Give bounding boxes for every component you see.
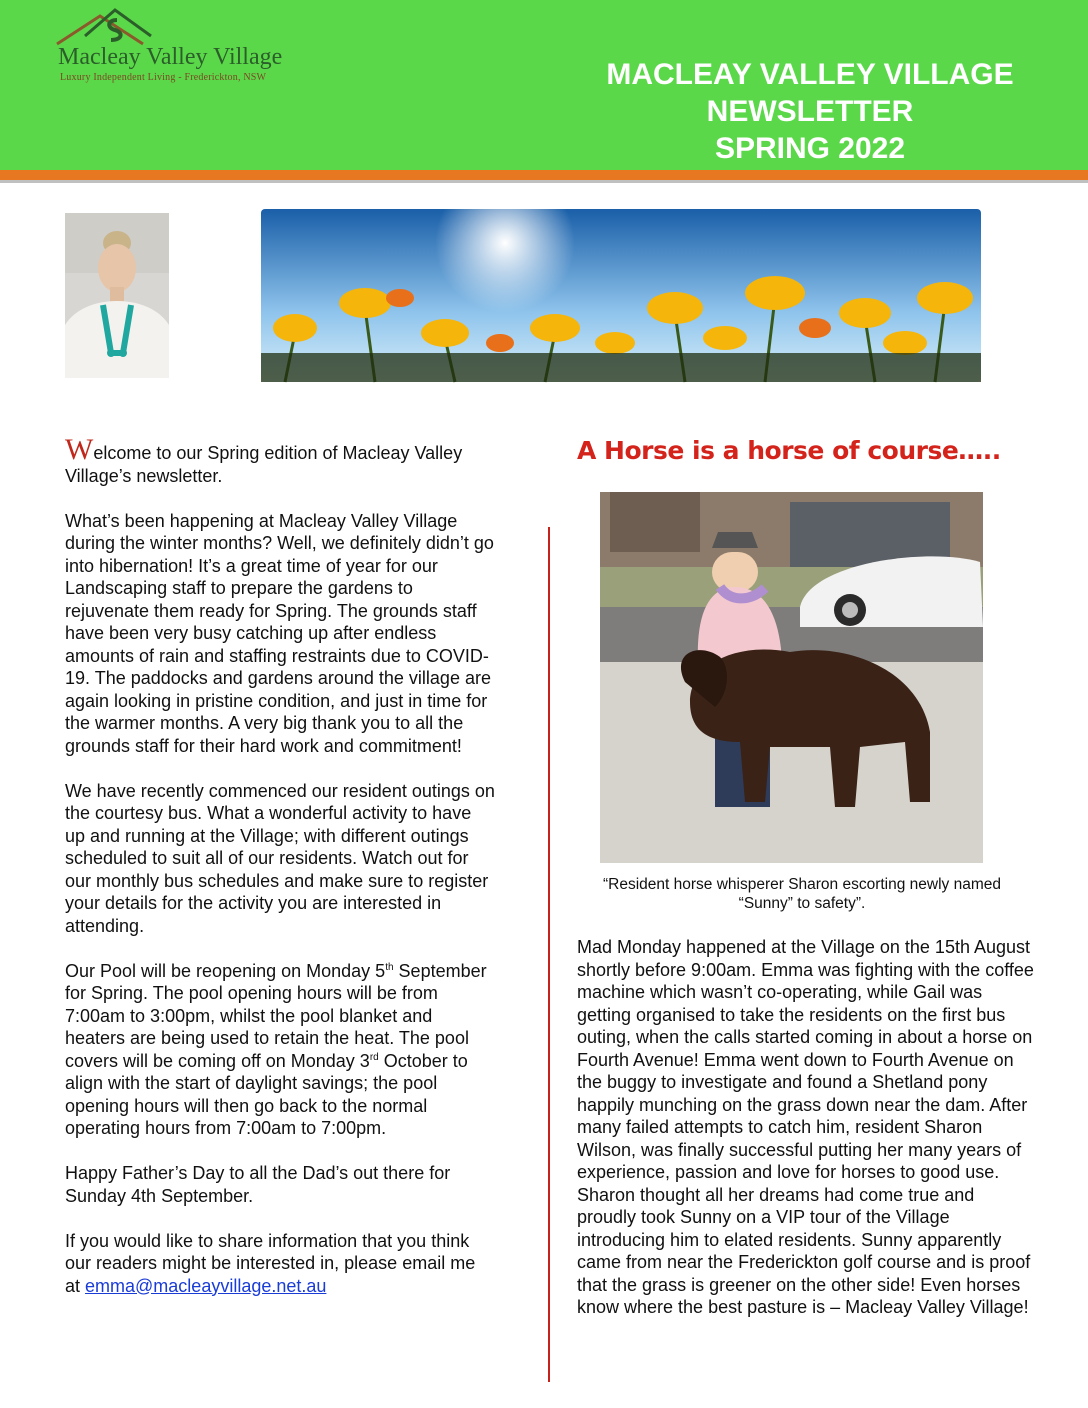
- pool-sup-1: th: [385, 961, 394, 973]
- winter-paragraph: What’s been happening at Macleay Valley Village during the winter months? Well, we definitely didn’t go into hibernation! It’s a great time of year for our Landscaping staff to prepare the gardens to rejuvenate them ready for Spring. The grounds staff have been very busy catching up after endless amounts of rain and staffing restraints due to COVID-19. The paddocks and gardens around the village are again looking in pristine condition, and just in time for the warmer months. A very big thank you to all the grounds staff for their hard work and commitment!: [65, 510, 494, 756]
- share-text: If you would like to share information that you think our readers might be interested in, please email me at: [65, 1230, 476, 1296]
- bus-paragraph: We have recently commenced our resident outings on the courtesy bus. What a wonderful activity to have up and running at the Village; with different outings scheduled to suit all of our residents. Watch out for our monthly bus schedules and make sure to register your details for the activity you are interested in attending.: [65, 780, 495, 936]
- photo-caption: “Resident horse whisperer Sharon escorting newly named “Sunny” to safety”.: [602, 876, 1002, 912]
- horse-photo: [600, 492, 983, 863]
- pool-text-c: October to align with the start of daylight savings; the pool opening hours will then go back to the normal operating hours from 7:00am to 7:00pm.: [65, 1050, 468, 1138]
- drop-cap: W: [65, 433, 94, 466]
- email-link[interactable]: emma@macleayvillage.net.au: [85, 1275, 327, 1296]
- pool-sup-2: rd: [369, 1051, 379, 1063]
- share-paragraph: [65, 1230, 495, 1298]
- header-grey-stripe: [0, 180, 1088, 183]
- pool-paragraph: [65, 960, 495, 1140]
- header-orange-stripe: [0, 170, 1088, 180]
- logo-tagline: Luxury Independent Living - Frederickton, NSW: [60, 72, 267, 83]
- fathers-day-paragraph: Happy Father’s Day to all the Dad’s out there for Sunday 4th September.: [65, 1163, 451, 1206]
- title-line-3: SPRING 2022: [714, 132, 906, 165]
- column-divider: [548, 527, 550, 1382]
- intro-text: elcome to our Spring edition of Macleay Valley Village’s newsletter.: [65, 443, 463, 486]
- horse-story-heading: A Horse is a horse of course…..: [577, 436, 1001, 465]
- pool-text-a: Our Pool will be reopening on Monday 5: [65, 960, 386, 981]
- portrait-photo: [65, 213, 169, 378]
- intro-paragraph: [65, 433, 495, 487]
- title-line-1: MACLEAY VALLEY VILLAGE: [606, 58, 1014, 91]
- newsletter-title: [540, 56, 1080, 167]
- pool-text-b: September for Spring. The pool opening hours will be from 7:00am to 3:00pm, whilst the pool blanket and heaters are being used to retain the heat. The pool covers will be coming off on Monday 3: [65, 960, 487, 1071]
- logo-name: Macleay Valley Village: [58, 44, 283, 70]
- tulip-banner-image: [255, 203, 987, 388]
- title-line-2: NEWSLETTER: [706, 95, 914, 128]
- right-column: [577, 936, 1037, 1319]
- horse-story-paragraph: Mad Monday happened at the Village on the 15th August shortly before 9:00am. Emma was fighting with the coffee machine which wasn’t co-operating, while Gail was getting organised to take the residents on the first bus outing, when the calls started coming in about a horse on Fourth Avenue! Emma went down to Fourth Avenue on the buggy to investigate and found a Shetland pony happily munching on the grass down near the dam. After many failed attempts to catch him, resident Sharon Wilson, was finally successful putting her many years of experience, passion and love for horses to good use. Sharon thought all her dreams had come true and proudly took Sunny on a VIP tour of the Village introducing him to elated residents. Sunny apparently came from near the Frederickton golf course and is proof that the grass is greener on the other side! Even horses know where the best pasture is – Macleay Valley Village!: [577, 937, 1034, 1317]
- left-column: [65, 433, 495, 1320]
